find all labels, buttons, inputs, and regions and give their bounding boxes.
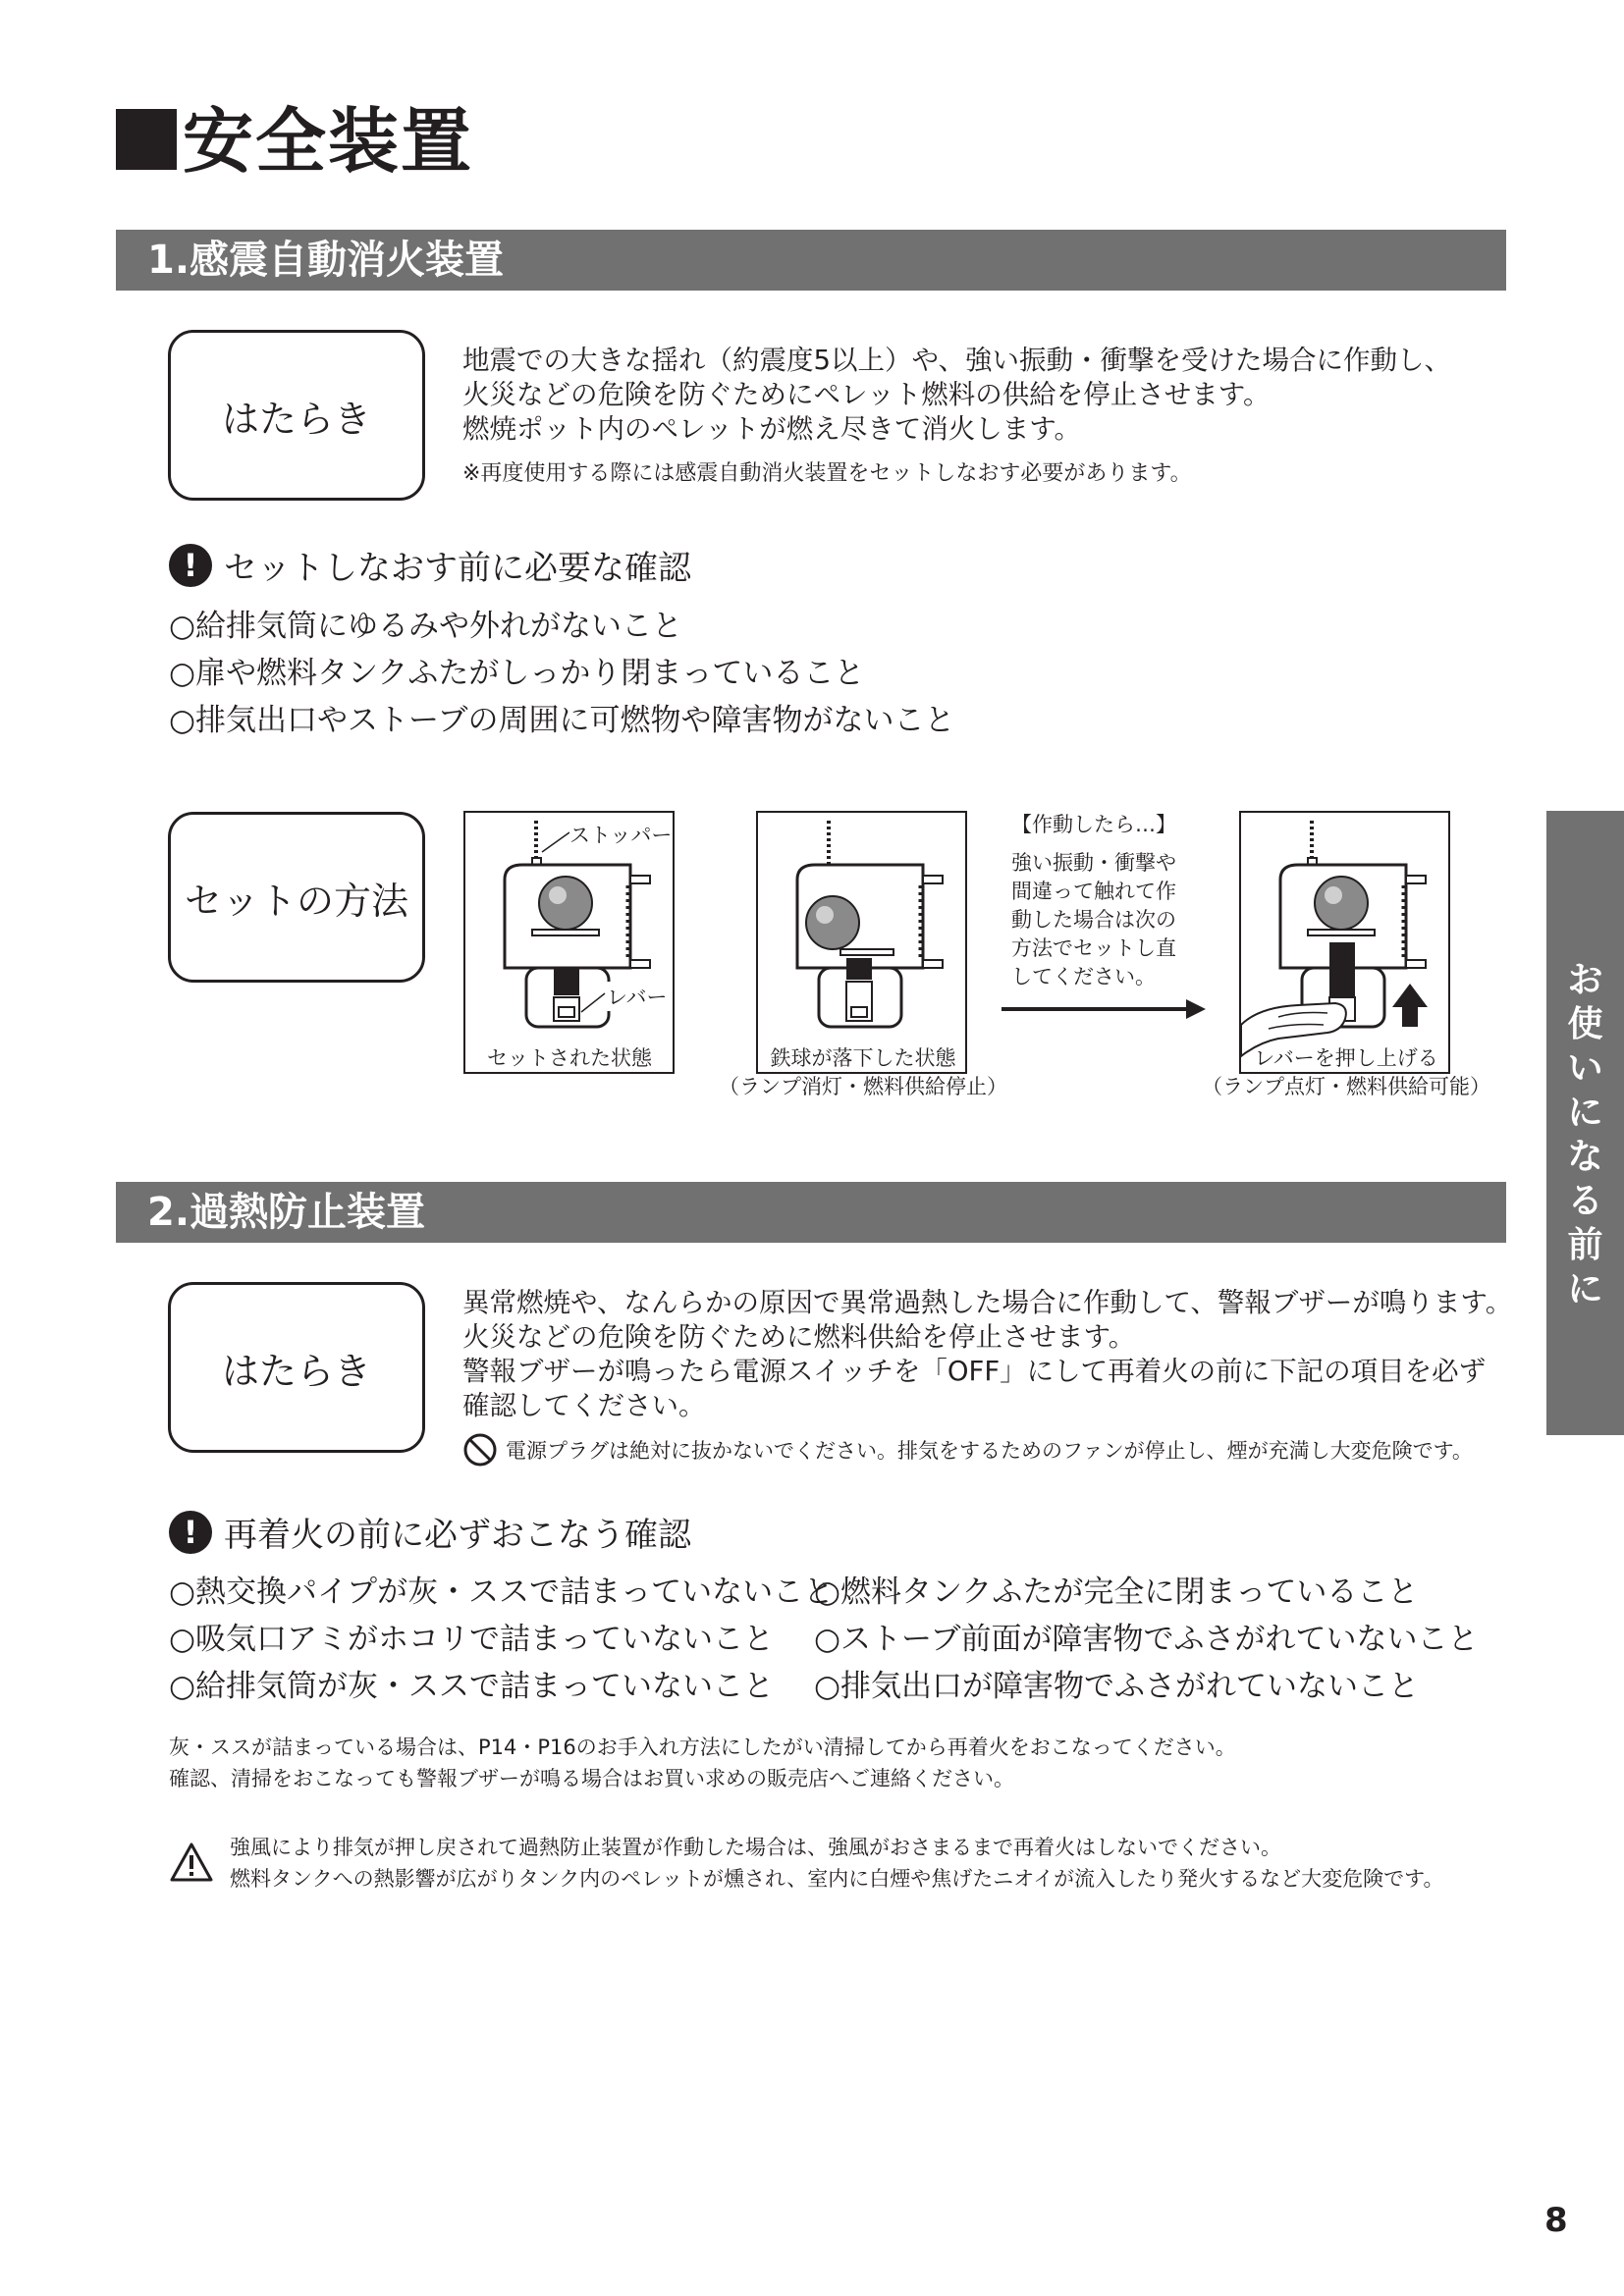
stopper-label: ストッパー [569, 820, 672, 849]
list-item: ○ストーブ前面が障害物でふさがれていないこと [814, 1622, 1479, 1657]
section1-description [462, 344, 1513, 488]
ball-fallen-illustration [756, 811, 967, 1074]
section1-heading: 1.感震自動消火装置 [147, 238, 505, 283]
after-activation-line: 間違って触れて作 [1011, 880, 1176, 903]
exclamation-icon: ! [169, 544, 212, 587]
description-line: 警報ブザーが鳴ったら電源スイッチを「OFF」にして再着火の前に下記の項目を必ず [462, 1356, 1487, 1387]
side-tab-before-use [1546, 811, 1624, 1435]
cleaning-info [169, 1732, 1236, 1794]
caption-line: セットされた状態 [487, 1046, 652, 1070]
push-lever-illustration [1239, 811, 1450, 1074]
after-activation-line: してください。 [1011, 965, 1156, 988]
list-item: ○排気出口やストーブの周囲に可燃物や障害物がないこと [169, 703, 955, 738]
lever-label: レバー [607, 982, 668, 1011]
page-title-text: 安全装置 [183, 100, 474, 183]
side-tab-char: る [1567, 1181, 1603, 1221]
function-label-text: はたらき [221, 397, 371, 441]
description-line: 火災などの危険を防ぐために燃料供給を停止させます。 [462, 1321, 1136, 1353]
diagram-set-state [463, 811, 675, 1074]
caption-ball-fallen [707, 1044, 1019, 1101]
page-title [116, 100, 474, 183]
after-activation-line: 方法でセットし直 [1011, 936, 1176, 960]
section2-checklist-right [814, 1569, 1479, 1710]
method-label-text: セットの方法 [184, 879, 408, 923]
side-tab-char: な [1567, 1137, 1603, 1177]
caption-set-state [432, 1044, 707, 1073]
function-label-text: はたらき [221, 1349, 371, 1393]
list-item: ○吸気口アミがホコリで詰まっていないこと [169, 1622, 775, 1657]
section1-function-label [168, 330, 425, 501]
section1-heading-bar [116, 230, 1506, 291]
exclamation-icon: ! [169, 1511, 212, 1554]
list-item: ○給排気筒が灰・ススで詰まっていないこと [169, 1669, 775, 1704]
section1-check-heading [169, 541, 691, 589]
list-item: ○給排気筒にゆるみや外れがないこと [169, 609, 683, 644]
section2-checklist-left [169, 1569, 834, 1710]
prohibited-icon [462, 1432, 498, 1468]
warning-line: 強風により排気が押し戻されて過熱防止装置が作動した場合は、強風がおさまるまで再着火はしないでください。 [230, 1836, 1281, 1859]
check-heading-text: セットしなおす前に必要な確認 [224, 549, 691, 588]
description-line: 火災などの危険を防ぐためにペレット燃料の供給を停止させます。 [462, 379, 1271, 410]
list-item: ○排気出口が障害物でふさがれていないこと [814, 1669, 1420, 1704]
warning-line: 燃料タンクへの熱影響が広がりタンク内のペレットが燻され、室内に白煙や焦げたニオイが流入したり発火するなど大変危険です。 [230, 1867, 1444, 1891]
prohibit-note [462, 1432, 1473, 1468]
caption-push-lever [1190, 1044, 1502, 1101]
set-state-illustration [463, 811, 675, 1074]
list-item: ○燃料タンクふたが完全に閉まっていること [814, 1575, 1419, 1610]
check-heading-text: 再着火の前に必ずおこなう確認 [224, 1516, 691, 1555]
info-line: 灰・ススが詰まっている場合は、P14・P16のお手入れ方法にしたがい清掃してから再着火をおこなってください。 [169, 1735, 1236, 1759]
caption-line: （ランプ消灯・燃料供給停止） [719, 1075, 1007, 1098]
description-line: 燃焼ポット内のペレットが燃え尽きて消火します。 [462, 413, 1082, 445]
info-line: 確認、清掃をおこなっても警報ブザーが鳴る場合はお買い求めの販売店へご連絡ください。 [169, 1767, 1014, 1790]
diagram-ball-fallen [756, 811, 967, 1074]
right-arrow-icon [1001, 997, 1208, 1021]
set-method-label [168, 812, 425, 983]
side-tab-char: お [1567, 960, 1603, 1000]
section1-checklist [169, 603, 955, 744]
section2-description [462, 1286, 1523, 1423]
caption-line: （ランプ点灯・燃料供給可能） [1202, 1075, 1490, 1098]
side-tab-char: 前 [1567, 1225, 1603, 1265]
side-tab-char: 使 [1567, 1004, 1603, 1044]
title-square-mark [116, 109, 177, 170]
warning-note [169, 1832, 1443, 1895]
list-item: ○熱交換パイプが灰・ススで詰まっていないこと [169, 1575, 835, 1610]
side-tab-char: に [1567, 1269, 1603, 1309]
after-activation-title: 【作動したら…】 [1011, 813, 1176, 836]
description-line: 確認してください。 [462, 1390, 706, 1421]
description-line: 地震での大きな揺れ（約震度5以上）や、強い振動・衝撃を受けた場合に作動し、 [462, 345, 1451, 376]
description-line: 異常燃焼や、なんらかの原因で異常過熱した場合に作動して、警報ブザーが鳴ります。 [462, 1287, 1513, 1318]
diagram-push-lever [1239, 811, 1450, 1074]
section2-check-heading [169, 1508, 691, 1556]
list-item: ○扉や燃料タンクふたがしっかり閉まっていること [169, 656, 865, 691]
after-activation-line: 動した場合は次の [1011, 908, 1176, 932]
side-tab-char: に [1567, 1093, 1603, 1133]
section2-function-label [168, 1282, 425, 1453]
reset-note: ※再度使用する際には感震自動消火装置をセットしなおす必要があります。 [462, 461, 1192, 486]
after-activation-line: 強い振動・衝撃や [1011, 851, 1176, 875]
caption-line: 鉄球が落下した状態 [770, 1046, 956, 1070]
after-activation-note [1011, 811, 1208, 991]
section2-heading-bar [116, 1182, 1506, 1243]
section2-heading: 2.過熱防止装置 [147, 1190, 426, 1235]
prohibit-note-text: 電源プラグは絶対に抜かないでください。排気をするためのファンが停止し、煙が充満し大変危険です。 [506, 1439, 1473, 1463]
warning-text [230, 1832, 1443, 1895]
caption-line: レバーを押し上げる [1254, 1046, 1438, 1070]
side-tab-char: い [1567, 1048, 1603, 1089]
warning-triangle-icon [169, 1842, 214, 1883]
page-number: 8 [1544, 2201, 1568, 2240]
